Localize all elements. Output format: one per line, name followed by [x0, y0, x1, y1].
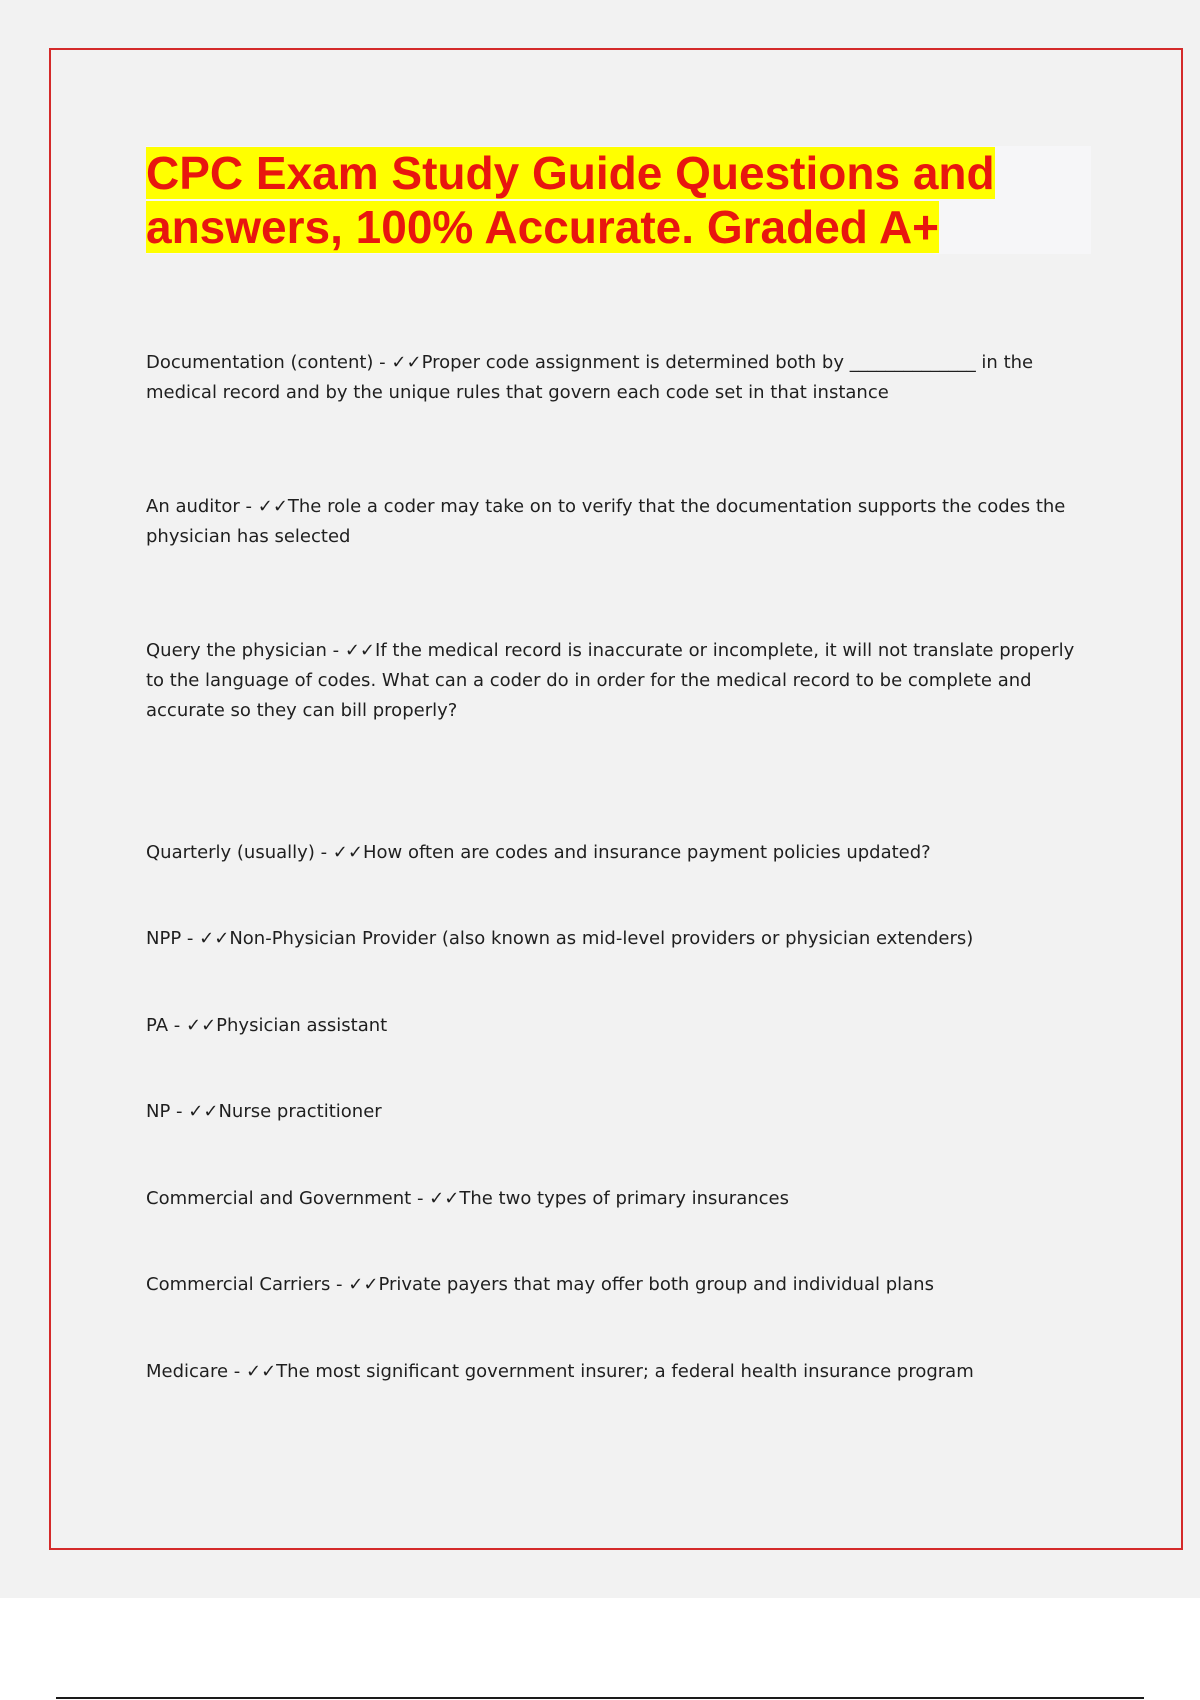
double-check-icon: ✓✓ [185, 1015, 217, 1036]
qa-definition: Physician assistant [216, 1015, 388, 1036]
double-check-icon: ✓✓ [246, 1361, 277, 1382]
qa-separator: - [373, 352, 392, 373]
qa-separator: - [330, 1274, 349, 1295]
double-check-icon: ✓✓ [257, 496, 288, 517]
qa-item [146, 1097, 1086, 1127]
qa-separator: - [170, 1101, 189, 1122]
qa-definition: If the medical record is inaccurate or incomplete, it will not translate properly to the language of codes. What can a coder do in order for the medical record to be complete and accurate so they can bill properly? [146, 640, 1075, 721]
qa-term: NP [146, 1101, 171, 1122]
qa-term: Query the physician [146, 640, 327, 661]
qa-separator: - [411, 1188, 430, 1209]
qa-item [146, 1184, 1086, 1214]
double-check-icon: ✓✓ [348, 1274, 379, 1295]
qa-term: Documentation (content) [146, 352, 374, 373]
qa-separator: - [326, 640, 345, 661]
qa-term: Commercial Carriers [146, 1274, 331, 1295]
qa-term: An auditor [146, 496, 240, 517]
double-check-icon: ✓✓ [199, 928, 230, 949]
title-line-2: answers, 100% Accurate. Graded A+ [146, 201, 940, 253]
qa-term: NPP [146, 928, 182, 949]
footer-divider [56, 1697, 1144, 1699]
qa-definition: Private payers that may offer both group and individual plans [378, 1274, 934, 1295]
qa-list [146, 348, 1086, 1443]
qa-item [146, 838, 1086, 868]
qa-separator: - [168, 1015, 186, 1036]
qa-separator: - [181, 928, 200, 949]
qa-definition: The most significant government insurer; a federal health insurance program [276, 1361, 974, 1382]
double-check-icon: ✓✓ [188, 1101, 219, 1122]
qa-item [146, 924, 1086, 954]
qa-item [146, 1011, 1086, 1041]
qa-definition: Proper code assignment is determined both by ______________ in the medical record and by the unique rules that govern each code set in that instance [146, 352, 1034, 403]
qa-definition: The two types of primary insurances [459, 1188, 789, 1209]
qa-item [146, 636, 1086, 726]
qa-term: Quarterly (usually) [146, 842, 315, 863]
double-check-icon: ✓✓ [391, 352, 422, 373]
qa-definition: The role a coder may take on to verify that the documentation supports the codes the physician has selected [146, 496, 1066, 547]
qa-definition: How often are codes and insurance payment policies updated? [362, 842, 931, 863]
qa-item [146, 1270, 1086, 1300]
title-line-1: CPC Exam Study Guide Questions and [146, 147, 995, 199]
qa-definition: Nurse practitioner [218, 1101, 382, 1122]
qa-separator: - [228, 1361, 246, 1382]
qa-separator: - [239, 496, 258, 517]
double-check-icon: ✓✓ [332, 842, 363, 863]
qa-term: Medicare [146, 1361, 229, 1382]
document-title [146, 146, 1091, 254]
qa-item [146, 348, 1086, 408]
qa-separator: - [314, 842, 333, 863]
double-check-icon: ✓✓ [429, 1188, 460, 1209]
qa-term: Commercial and Government [146, 1188, 412, 1209]
qa-item [146, 1357, 1086, 1387]
qa-term: PA [146, 1015, 169, 1036]
qa-definition: Non-Physician Provider (also known as mid-level providers or physician extenders) [229, 928, 974, 949]
title-block [146, 146, 1091, 254]
qa-item [146, 492, 1086, 552]
double-check-icon: ✓✓ [344, 640, 376, 661]
